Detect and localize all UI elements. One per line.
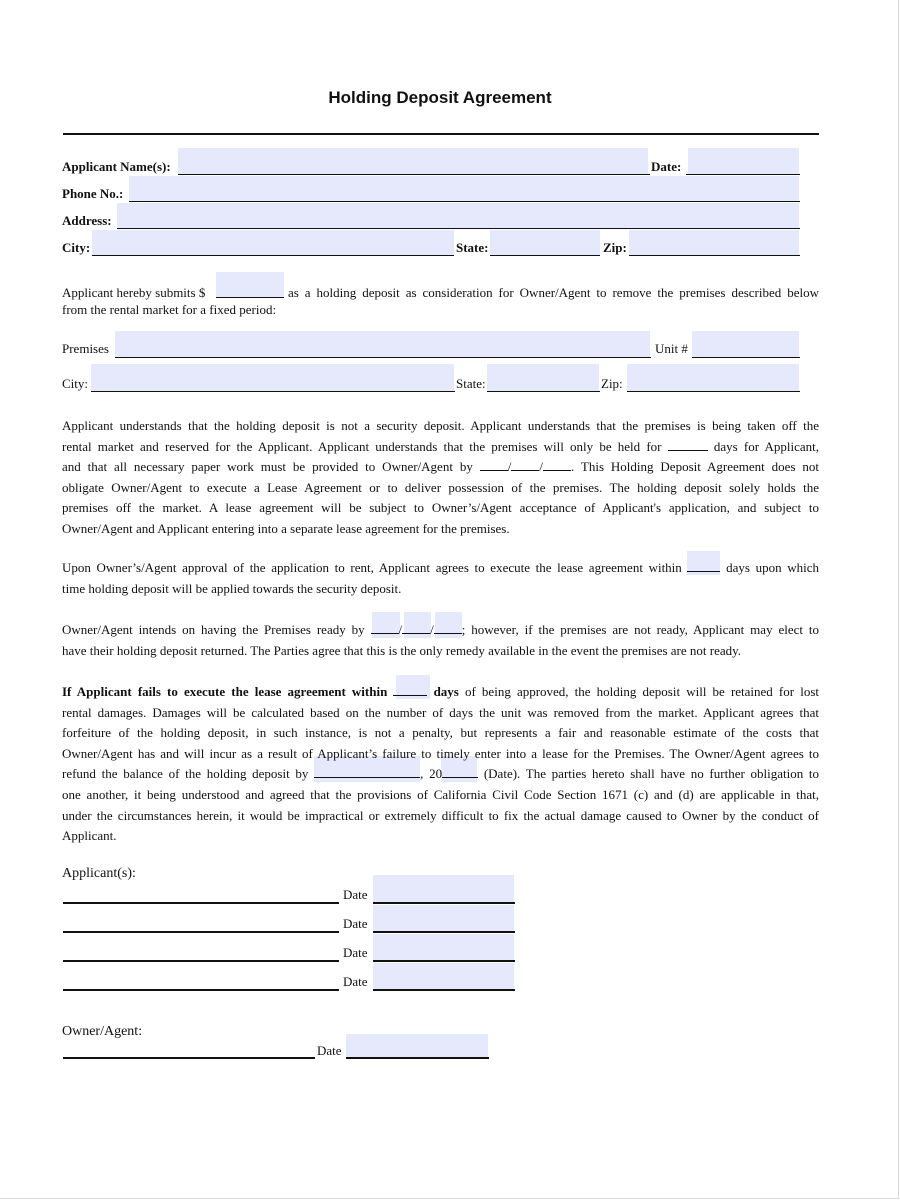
applicant-signature-line-2[interactable] xyxy=(63,931,339,933)
para1-line2-a: rental market and reserved for the Applicant. Applicant understands that the premises will only be held for xyxy=(62,438,662,454)
premises-label: Premises xyxy=(62,341,109,356)
premises-city-label: City: xyxy=(62,376,89,391)
zip-line xyxy=(629,255,800,256)
paragraph-premises-ready xyxy=(62,620,819,661)
para1-line3-b: . This Holding Deposit Agreement does not xyxy=(571,459,820,475)
para4-line5-c: (Date). The parties hereto shall have no further obligation to xyxy=(483,766,820,782)
para1-line1: Applicant understands that the holding deposit is not a security deposit. Applicant understands that the premises is being taken off the xyxy=(62,418,819,433)
address-line xyxy=(117,228,800,229)
address-field[interactable] xyxy=(117,203,799,228)
para1-line3-a: and that all necessary paper work must be provided to Owner/Agent by xyxy=(62,459,473,475)
para1-line4: obligate Owner/Agent to execute a Lease Agreement or to deliver possession of the premises. The holding deposit solely holds the xyxy=(62,479,819,495)
unit-line xyxy=(692,357,800,358)
deposit-text-end: as a holding deposit as consideration for Owner/Agent to remove the premises described below xyxy=(288,285,819,300)
para3-line2: have their holding deposit returned. The Parties agree that this is the only remedy available in the event the premises are not ready. xyxy=(62,642,742,658)
ready-year-blank[interactable] xyxy=(434,623,462,634)
para4-days-bold: days xyxy=(433,684,459,699)
date-separator: / xyxy=(507,459,512,475)
owner-signature-line[interactable] xyxy=(63,1057,315,1059)
para1-line6: Owner/Agent and Applicant entering into a separate lease agreement for the premises. xyxy=(62,520,510,536)
applicant-names-line xyxy=(178,174,650,175)
zip-field[interactable] xyxy=(629,230,799,255)
deposit-text-start: Applicant hereby submits $ xyxy=(62,285,206,300)
owner-date-line xyxy=(346,1057,489,1059)
para3-line1 xyxy=(62,620,819,641)
phone-line xyxy=(129,201,800,202)
applicant-date-field-4[interactable] xyxy=(373,963,514,990)
premises-line xyxy=(115,357,651,358)
para2-line1-a: Upon Owner’s/Agent approval of the application to rent, Applicant agrees to execute the lease agreement within xyxy=(62,560,682,575)
applicant-date-line-3 xyxy=(373,960,515,962)
ready-month-blank[interactable] xyxy=(371,623,399,634)
title-rule xyxy=(63,133,819,135)
para4-line5-a: refund the balance of the holding deposit by xyxy=(62,766,309,782)
address-label: Address: xyxy=(62,213,112,228)
refund-year-blank[interactable] xyxy=(442,767,478,778)
date-label: Date: xyxy=(651,159,682,174)
applicant-date-line-2 xyxy=(373,931,515,933)
fail-days-blank[interactable] xyxy=(393,685,427,696)
paperwork-year-blank[interactable] xyxy=(543,460,571,471)
para2-line2: time holding deposit will be applied towards the security deposit. xyxy=(62,580,402,596)
deposit-amount-field[interactable] xyxy=(216,272,284,297)
city-label: City: xyxy=(62,240,91,255)
premises-state-field[interactable] xyxy=(487,364,599,391)
city-line xyxy=(92,255,454,256)
para1-line2 xyxy=(62,437,819,458)
date-separator: / xyxy=(430,622,434,637)
para1-line2-b: days for Applicant, xyxy=(713,438,820,454)
para4-line2: rental damages. Damages will be calculated based on the number of days the unit was removed from the market. Applicant agrees that xyxy=(62,704,819,720)
zip-label: Zip: xyxy=(603,240,627,255)
para4-line8: Applicant. xyxy=(62,828,117,844)
para4-line1 xyxy=(62,682,819,703)
applicant-date-label-4: Date xyxy=(343,974,368,989)
premises-zip-label: Zip: xyxy=(601,376,623,391)
applicant-names-field[interactable] xyxy=(178,148,648,174)
para3-line1-b: ; however, if the premises are not ready, Applicant may elect to xyxy=(461,622,819,637)
state-line xyxy=(490,255,600,256)
premises-zip-line xyxy=(627,391,800,392)
deposit-amount-line xyxy=(216,297,284,298)
paragraph-understanding xyxy=(62,416,819,540)
applicant-signature-line-4[interactable] xyxy=(63,989,339,991)
paperwork-month-blank[interactable] xyxy=(480,460,508,471)
applicant-date-line-1 xyxy=(373,902,515,904)
para1-line5: premises off the market. A lease agreement will be subject to Owner’s/Agent acceptance of Applicant's application, and subject to xyxy=(62,500,819,516)
premises-field[interactable] xyxy=(115,331,650,357)
refund-date-blank[interactable] xyxy=(314,767,420,778)
para4-line4: Owner/Agent has and will incur as a result of Applicant’s failure to timely enter into a lease for the Premises. The Owner/Agent agrees to xyxy=(62,745,819,761)
date-line xyxy=(686,174,800,175)
applicant-date-field-3[interactable] xyxy=(373,934,514,961)
applicant-signature-line-3[interactable] xyxy=(63,960,339,962)
para4-line5-b: , 20 xyxy=(420,766,443,782)
para4-line1-c: of being approved, the holding deposit will be retained for lost xyxy=(464,684,819,699)
state-field[interactable] xyxy=(490,230,600,255)
applicant-date-field-1[interactable] xyxy=(373,875,514,904)
premises-state-line xyxy=(487,391,600,392)
owner-date-field[interactable] xyxy=(346,1034,488,1059)
applicant-signature-line-1[interactable] xyxy=(63,902,339,904)
hold-days-blank[interactable] xyxy=(668,440,708,451)
unit-label: Unit # xyxy=(655,341,688,356)
para2-line1-b: days upon which xyxy=(726,560,820,575)
premises-zip-field[interactable] xyxy=(627,364,799,391)
premises-city-line xyxy=(91,391,455,392)
applicant-date-label-3: Date xyxy=(343,945,368,960)
applicant-date-field-2[interactable] xyxy=(373,905,514,932)
para2-line1 xyxy=(62,558,819,579)
ready-day-blank[interactable] xyxy=(402,623,430,634)
document-title: Holding Deposit Agreement xyxy=(328,88,552,107)
applicant-names-label: Applicant Name(s): xyxy=(62,159,171,174)
paperwork-day-blank[interactable] xyxy=(511,460,539,471)
paragraph-failure xyxy=(62,682,819,847)
para1-line3 xyxy=(62,457,819,478)
unit-field[interactable] xyxy=(692,331,799,357)
date-separator: / xyxy=(539,459,543,475)
date-field[interactable] xyxy=(688,148,799,174)
premises-city-field[interactable] xyxy=(91,364,454,391)
date-separator: / xyxy=(398,622,403,637)
premises-state-label: State: xyxy=(456,376,486,391)
owner-date-label: Date xyxy=(317,1043,342,1058)
applicant-date-line-4 xyxy=(373,989,515,991)
city-field[interactable] xyxy=(92,230,454,255)
para4-line7: under the circumstances herein, it would be impractical or extremely difficult to fix the actual damage caused to Owner by the conduct of xyxy=(62,807,819,823)
applicant-date-label-1: Date xyxy=(343,887,368,902)
para4-line3: forfeiture of the holding deposit, in such instance, is not a penalty, but represents a fair and reasonable estimate of the costs that xyxy=(62,725,819,741)
para3-line1-a: Owner/Agent intends on having the Premises ready by xyxy=(62,622,365,637)
applicants-label: Applicant(s): xyxy=(62,866,136,881)
owner-agent-label: Owner/Agent: xyxy=(62,1024,143,1039)
phone-field[interactable] xyxy=(129,176,799,201)
para4-line5 xyxy=(62,764,819,785)
applicant-date-label-2: Date xyxy=(343,916,368,931)
phone-label: Phone No.: xyxy=(62,186,124,201)
para4-line1-bold: If Applicant fails to execute the lease agreement within xyxy=(62,684,388,699)
execute-days-blank[interactable] xyxy=(687,561,720,572)
paragraph-approval xyxy=(62,558,819,599)
deposit-text-line2: from the rental market for a fixed period: xyxy=(62,302,277,317)
state-label: State: xyxy=(456,240,489,255)
para4-line6: one another, it being understood and agreed that the provisions of California Civil Code Section 1671 (c) and (d) are applicable in that, xyxy=(62,786,819,802)
